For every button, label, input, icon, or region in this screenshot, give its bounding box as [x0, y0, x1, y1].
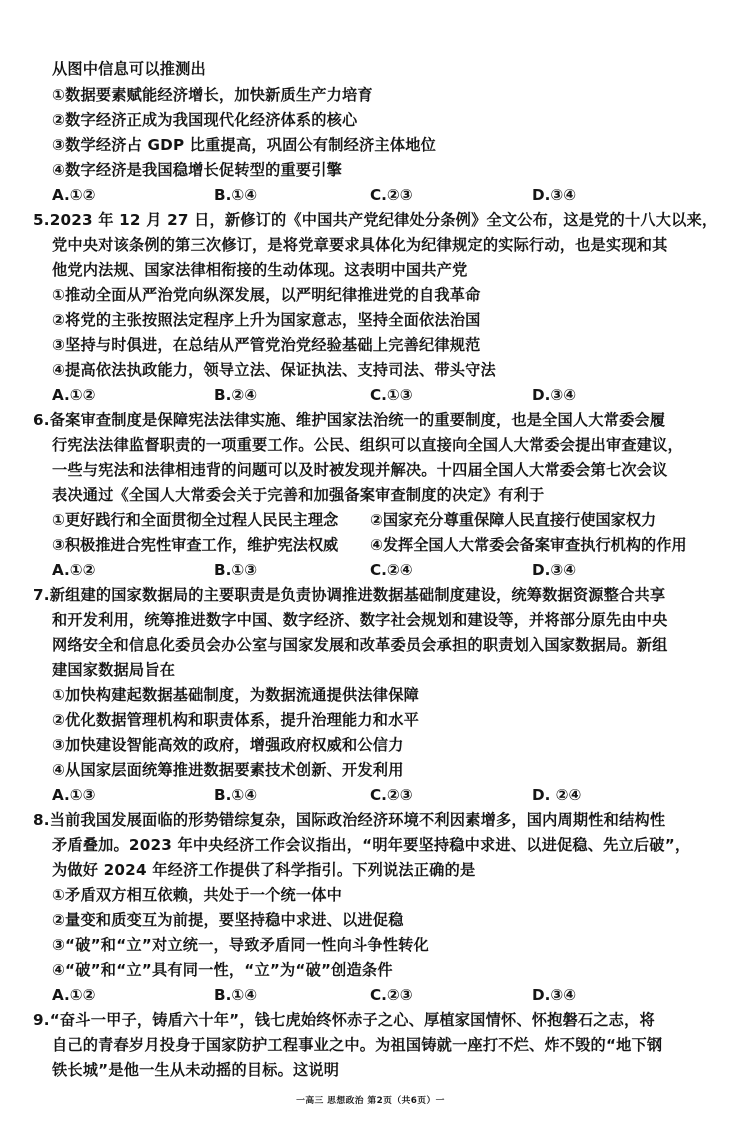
q6-choice-b: B.①③	[214, 561, 258, 579]
q4-option-3: ③数学经济占 GDP 比重提高，巩固公有制经济主体地位	[52, 136, 436, 154]
q7-choice-b: B.①④	[214, 786, 258, 804]
q8-stem-line-1: 8.当前我国发展面临的形势错综复杂，国际政治经济环境不利因素增多，国内周期性和结构性	[33, 811, 666, 829]
q8-choice-b: B.①④	[214, 986, 258, 1004]
q5-stem-line-1: 5.2023 年 12 月 27 日，新修订的《中国共产党纪律处分条例》全文公布，这是党的十八大以来，	[33, 211, 718, 229]
q7-option-3: ③加快建设智能高效的政府，增强政府权威和公信力	[52, 736, 404, 754]
q8-option-4: ④“破”和“立”具有同一性，“立”为“破”创造条件	[52, 961, 393, 979]
q4-choice-a: A.①②	[52, 186, 96, 204]
q8-option-2: ②量变和质变互为前提，要坚持稳中求进、以进促稳	[52, 911, 404, 929]
q8-choice-a: A.①②	[52, 986, 96, 1004]
page-footer: 一高三 思想政治 第2页（共6页）一	[296, 1096, 445, 1106]
q6-option-2: ②国家充分尊重保障人民直接行使国家权力	[370, 511, 657, 529]
q5-choice-b: B.②④	[214, 386, 258, 404]
q6-option-3: ③积极推进合宪性审查工作，维护宪法权威	[52, 536, 339, 554]
q7-option-2: ②优化数据管理机构和职责体系，提升治理能力和水平	[52, 711, 419, 729]
q9-stem-line-2: 自己的青春岁月投身于国家防护工程事业之中。为祖国铸就一座打不烂、炸不毁的“地下钢	[52, 1036, 663, 1054]
q8-stem-line-3: 为做好 2024 年经济工作提供了科学指引。下列说法正确的是	[52, 861, 476, 879]
q9-stem-line-3: 铁长城”是他一生从未动摇的目标。这说明	[52, 1061, 340, 1079]
q5-option-4: ④提高依法执政能力，领导立法、保证执法、支持司法、带头守法	[52, 361, 496, 379]
q7-stem-line-1: 7.新组建的国家数据局的主要职责是负责协调推进数据基础制度建设，统筹数据资源整合共享	[33, 586, 666, 604]
q8-choice-c: C.②③	[370, 986, 413, 1004]
q7-option-4: ④从国家层面统筹推进数据要素技术创新、开发利用	[52, 761, 404, 779]
q7-choices	[52, 784, 712, 806]
q4-intro: 从图中信息可以推测出	[52, 60, 206, 78]
q5-choice-a: A.①②	[52, 386, 96, 404]
q4-choice-c: C.②③	[370, 186, 413, 204]
q5-option-2: ②将党的主张按照法定程序上升为国家意志，坚持全面依法治国	[52, 311, 481, 329]
q6-choice-c: C.②④	[370, 561, 413, 579]
q8-choices	[52, 984, 712, 1006]
q5-option-1: ①推动全面从严治党向纵深发展，以严明纪律推进党的自我革命	[52, 286, 481, 304]
q5-choices	[52, 384, 712, 406]
q6-stem-line-3: 一些与宪法和法律相违背的问题可以及时被发现并解决。十四届全国人大常委会第七次会议	[52, 461, 668, 479]
q4-choice-d: D.③④	[532, 186, 577, 204]
q4-option-4: ④数字经济是我国稳增长促转型的重要引擎	[52, 161, 343, 179]
q6-choice-a: A.①②	[52, 561, 96, 579]
q5-option-3: ③坚持与时俱进，在总结从严管党治党经验基础上完善纪律规范	[52, 336, 481, 354]
q6-choice-d: D.③④	[532, 561, 577, 579]
q7-choice-c: C.②③	[370, 786, 413, 804]
q5-stem-line-2: 党中央对该条例的第三次修订，是将党章要求具体化为纪律规定的实际行动，也是实现和其	[52, 236, 668, 254]
q5-choice-c: C.①③	[370, 386, 413, 404]
q8-stem-line-2: 矛盾叠加。2023 年中央经济工作会议指出，“明年要坚持稳中求进、以进促稳、先立后破”，	[52, 836, 691, 854]
q6-option-row-1	[52, 509, 712, 531]
q7-stem-line-4: 建国家数据局旨在	[52, 661, 176, 679]
q9-stem-line-1: 9.“奋斗一甲子，铸盾六十年”，钱七虎始终怀赤子之心、厚植家国情怀、怀抱磐石之志，将	[33, 1011, 655, 1029]
q5-choice-d: D.③④	[532, 386, 577, 404]
q6-option-4: ④发挥全国人大常委会备案审查执行机构的作用	[370, 536, 687, 554]
q5-stem-line-3: 他党内法规、国家法律相衔接的生动体现。这表明中国共产党	[52, 261, 468, 279]
q4-choices	[52, 184, 712, 206]
q6-stem-line-4: 表决通过《全国人大常委会关于完善和加强备案审查制度的决定》有利于	[52, 486, 545, 504]
q4-option-1: ①数据要素赋能经济增长，加快新质生产力培育	[52, 86, 373, 104]
q6-stem-line-2: 行宪法法律监督职责的一项重要工作。公民、组织可以直接向全国人大常委会提出审查建议，	[52, 436, 683, 454]
q7-stem-line-2: 和开发利用，统筹推进数字中国、数字经济、数字社会规划和建设等，并将部分原先由中央	[52, 611, 668, 629]
q8-option-3: ③“破”和“立”对立统一，导致矛盾同一性向斗争性转化	[52, 936, 429, 954]
q6-option-1: ①更好践行和全面贯彻全过程人民民主理念	[52, 511, 339, 529]
q8-option-1: ①矛盾双方相互依赖，共处于一个统一体中	[52, 886, 343, 904]
q7-stem-line-3: 网络安全和信息化委员会办公室与国家发展和改革委员会承担的职责划入国家数据局。新组	[52, 636, 668, 654]
q6-option-row-2	[52, 534, 712, 556]
q6-stem-line-1: 6.备案审查制度是保障宪法法律实施、维护国家法治统一的重要制度，也是全国人大常委会履	[33, 411, 666, 429]
q7-choice-d: D. ②④	[532, 786, 582, 804]
q8-choice-d: D.③④	[532, 986, 577, 1004]
q6-choices	[52, 559, 712, 581]
q4-option-2: ②数字经济正成为我国现代化经济体系的核心	[52, 111, 358, 129]
q4-choice-b: B.①④	[214, 186, 258, 204]
q7-choice-a: A.①③	[52, 786, 96, 804]
q7-option-1: ①加快构建起数据基础制度，为数据流通提供法律保障	[52, 686, 419, 704]
